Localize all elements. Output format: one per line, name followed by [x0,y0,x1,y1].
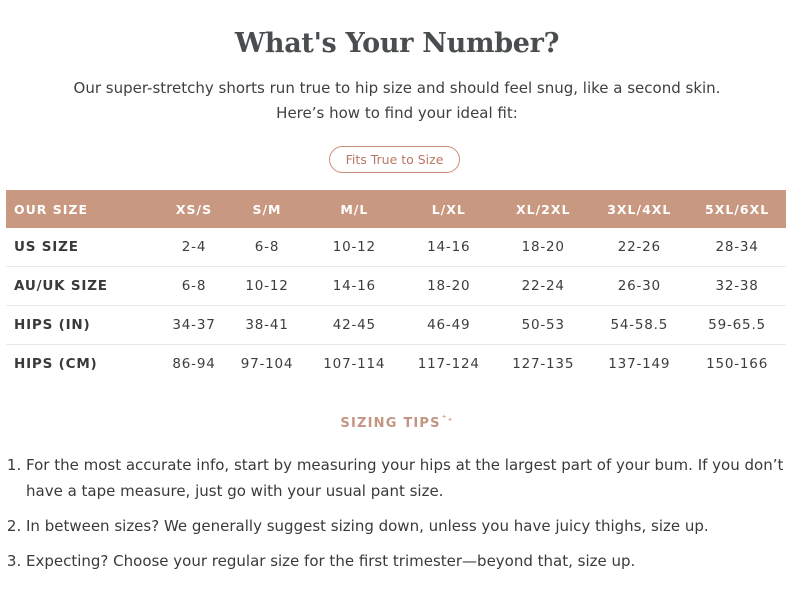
sizing-tips-list [6,452,794,583]
table-row-us-size [6,228,786,267]
table-cell: 38-41 [227,306,307,345]
column-header: L/XL [402,190,496,228]
table-cell: 6-8 [227,228,307,267]
table-cell: 107-114 [323,356,386,372]
row-label: HIPS (IN) [6,306,161,345]
table-cell: 54-58.5 [590,306,688,345]
column-header: OUR SIZE [6,190,161,228]
table-row-hips-cm [6,345,786,384]
column-header: 5XL/6XL [688,190,786,228]
table-cell: 14-16 [402,228,496,267]
table-cell: 46-49 [402,306,496,345]
table-cell: 18-20 [496,228,590,267]
column-header: S/M [227,190,307,228]
column-header: 3XL/4XL [590,190,688,228]
row-label: AU/UK SIZE [6,267,161,306]
table-cell: 10-12 [227,267,307,306]
table-row-hips-in [6,306,786,345]
fits-true-to-size-badge: Fits True to Size [329,146,460,173]
intro-line-2: Here’s how to find your ideal fit: [276,104,518,122]
sizing-tips-heading [0,416,794,431]
table-cell: 2-4 [161,228,227,267]
column-header: M/L [307,190,401,228]
table-cell: 127-135 [512,356,575,372]
table-row-au-uk-size [6,267,786,306]
intro-text [0,76,794,126]
table-cell: 26-30 [590,267,688,306]
table-cell: 150-166 [706,356,769,372]
table-header-row [6,190,786,228]
table-cell: 22-24 [496,267,590,306]
tip-item: 1. For the most accurate info, start by measuring your hips at the largest part of your bum. If you don’t have a tape measure, just go with your usual pant size. [26,452,794,504]
table-cell: 28-34 [688,228,786,267]
table-cell: 22-26 [590,228,688,267]
table-cell: 18-20 [402,267,496,306]
table-cell: 6-8 [161,267,227,306]
table-cell: 14-16 [307,267,401,306]
page-title: What's Your Number? [234,28,560,59]
table-cell: 10-12 [307,228,401,267]
table-cell: 86-94 [172,356,216,372]
table-cell: 34-37 [161,306,227,345]
table-cell: 32-38 [688,267,786,306]
tip-item: 3. Expecting? Choose your regular size for the first trimester—beyond that, size up. [26,548,794,574]
tip-item: 2. In between sizes? We generally suggest sizing down, unless you have juicy thighs, size up. [26,513,794,539]
column-header: XS/S [161,190,227,228]
row-label: US SIZE [6,228,161,267]
intro-line-1: Our super-stretchy shorts run true to hip size and should feel snug, like a second skin. [73,79,721,97]
table-cell: 97-104 [240,356,294,372]
size-chart-table [6,190,786,383]
column-header: XL/2XL [496,190,590,228]
table-cell: 42-45 [307,306,401,345]
sparkle-icon: ⁺₊ [441,414,454,424]
table-cell: 59-65.5 [688,306,786,345]
table-cell: 117-124 [417,356,480,372]
row-label: HIPS (CM) [14,356,98,372]
table-cell: 50-53 [496,306,590,345]
sizing-tips-label: SIZING TIPS [340,416,441,431]
table-cell: 137-149 [608,356,671,372]
